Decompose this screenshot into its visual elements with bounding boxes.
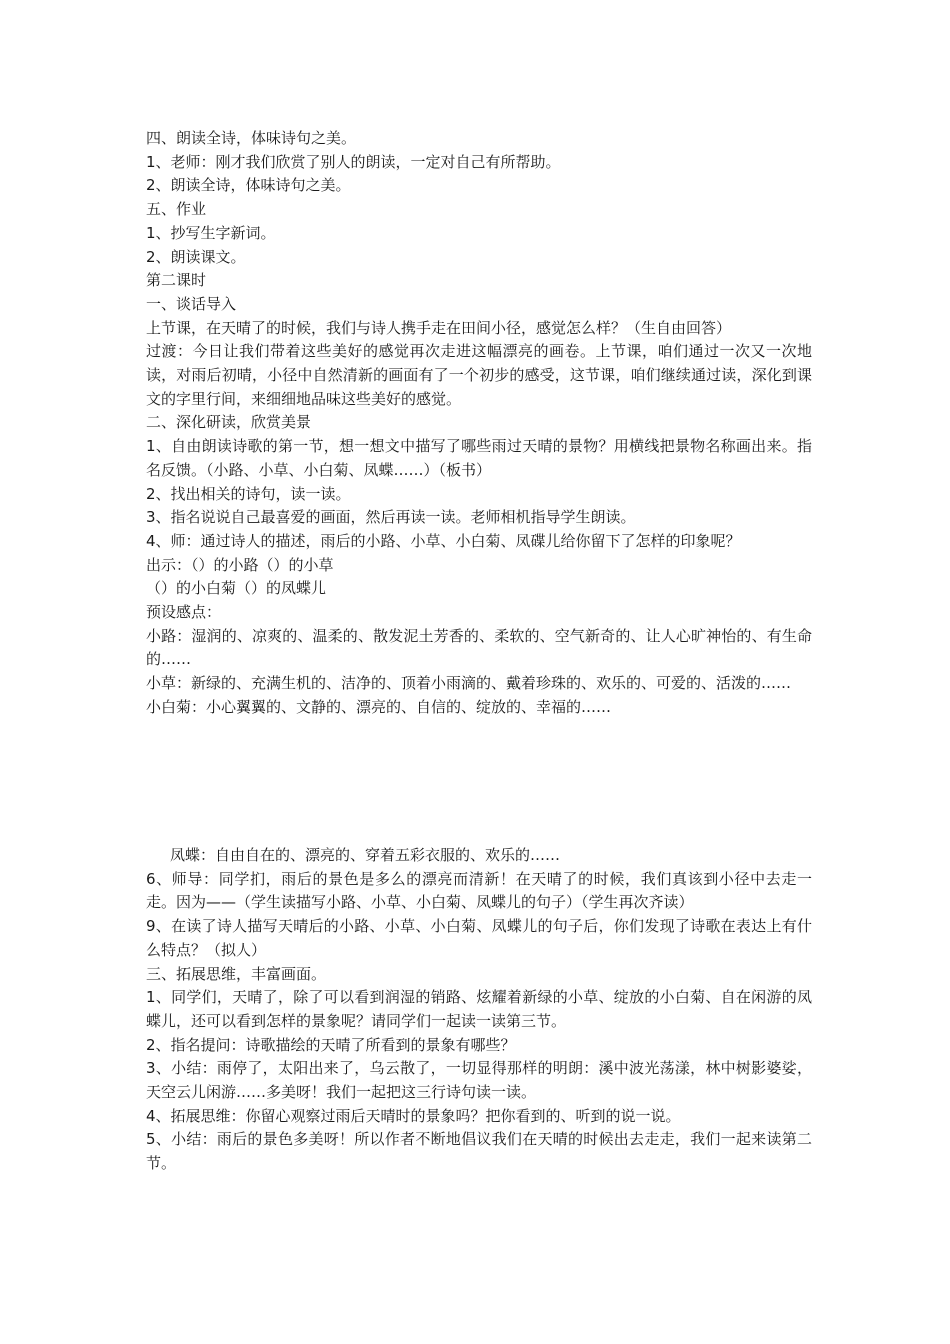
section-heading: 五、作业 — [146, 200, 207, 219]
text-block-upper — [146, 127, 812, 720]
paragraph: 2、朗读课文。 — [146, 247, 246, 266]
paragraph: 1、自由朗读诗歌的第一节，想一想文中描写了哪些雨过天晴的景物？用横线把景物名称画出来。指名反馈。（小路、小草、小白菊、凤蝶……）（板书） — [146, 437, 812, 479]
paragraph: 1、抄写生字新词。 — [146, 223, 276, 242]
lesson-heading: 第二课时 — [146, 271, 207, 290]
paragraph: 出示：（）的小路（）的小草 — [146, 555, 334, 574]
paragraph: 小草：新绿的、充满生机的、洁净的、顶着小雨滴的、戴着珍珠的、欢乐的、可爱的、活泼的…… — [146, 674, 792, 693]
paragraph: 9、在读了诗人描写天晴后的小路、小草、小白菊、凤蝶儿的句子后，你们发现了诗歌在表达上有什么特点？（拟人） — [146, 917, 812, 959]
paragraph: 5、小结：雨后的景色多美呀！所以作者不断地倡议我们在天晴的时候出去走走，我们一起来读第二节。 — [146, 1130, 812, 1173]
paragraph: 3、指名说说自己最喜爱的画面，然后再读一读。老师相机指导学生朗读。 — [146, 508, 636, 527]
paragraph: 过渡：今日让我们带着这些美好的感觉再次走进这幅漂亮的画卷。上节课，咱们通过一次又一次地读，对雨后初晴，小径中自然清新的画面有了一个初步的感受，这节课，咱们继续通过读，深化到课文的字里行间，来细细地品味这些美好的感觉。 — [146, 342, 812, 408]
paragraph: 小路：湿润的、凉爽的、温柔的、散发泥土芳香的、柔软的、空气新奇的、让人心旷神怡的、有生命的…… — [146, 626, 812, 669]
paragraph: 4、师：通过诗人的描述，雨后的小路、小草、小白菊、凤碟儿给你留下了怎样的印象呢？ — [146, 531, 741, 550]
paragraph: 预设感点： — [146, 603, 222, 622]
paragraph: 1、老师：刚才我们欣赏了别人的朗读，一定对自己有所帮助。 — [146, 152, 561, 171]
paragraph: 6、师导：同学扪，雨后的景色是多么的漂亮而清新！在天晴了的时候，我们真该到小径中去走一走。因为——（学生读描写小路、小草、小白菊、凤蝶儿的句子）（学生再次齐读） — [146, 869, 812, 912]
paragraph: 2、指名提问：诗歌描绘的天晴了所看到的景象有哪些？ — [146, 1035, 516, 1054]
text-block-lower — [146, 844, 812, 1176]
paragraph: （）的小白菊（）的凤蝶儿 — [146, 579, 327, 598]
paragraph: 小白菊：小心翼翼的、文静的、漂亮的、自信的、绽放的、幸福的…… — [146, 697, 612, 716]
section-heading: 一、谈话导入 — [146, 294, 237, 313]
paragraph: 4、拓展思维：你留心观察过雨后天晴时的景象吗？把你看到的、听到的说一说。 — [146, 1106, 681, 1125]
paragraph: 3、小结：雨停了，太阳出来了，乌云散了，一切显得那样的明朗：溪中波光荡漾，林中树影婆娑，天空云儿闲游……多美呀！我们一起把这三行诗句读一读。 — [146, 1059, 812, 1102]
paragraph: 2、找出相关的诗句，读一读。 — [146, 484, 351, 503]
paragraph: 上节课，在天晴了的时候，我们与诗人携手走在田间小径，感觉怎么样？（生自由回答） — [146, 318, 732, 337]
section-heading: 四、朗读全诗，体味诗句之美。 — [146, 129, 357, 147]
section-heading: 二、深化研读，欣赏美景 — [146, 413, 312, 432]
paragraph: 1、同学们，天晴了，除了可以看到润湿的销路、炫耀着新绿的小草、绽放的小白菊、自在闲游的凤蝶儿，还可以看到怎样的景象呢？请同学们一起读一读第三节。 — [146, 988, 812, 1030]
paragraph: 2、朗读全诗，体味诗句之美。 — [146, 176, 351, 195]
section-heading: 三、拓展思维，丰富画面。 — [146, 964, 327, 983]
paragraph: 凤蝶：自由自在的、漂亮的、穿着五彩衣服的、欢乐的…… — [170, 846, 561, 864]
